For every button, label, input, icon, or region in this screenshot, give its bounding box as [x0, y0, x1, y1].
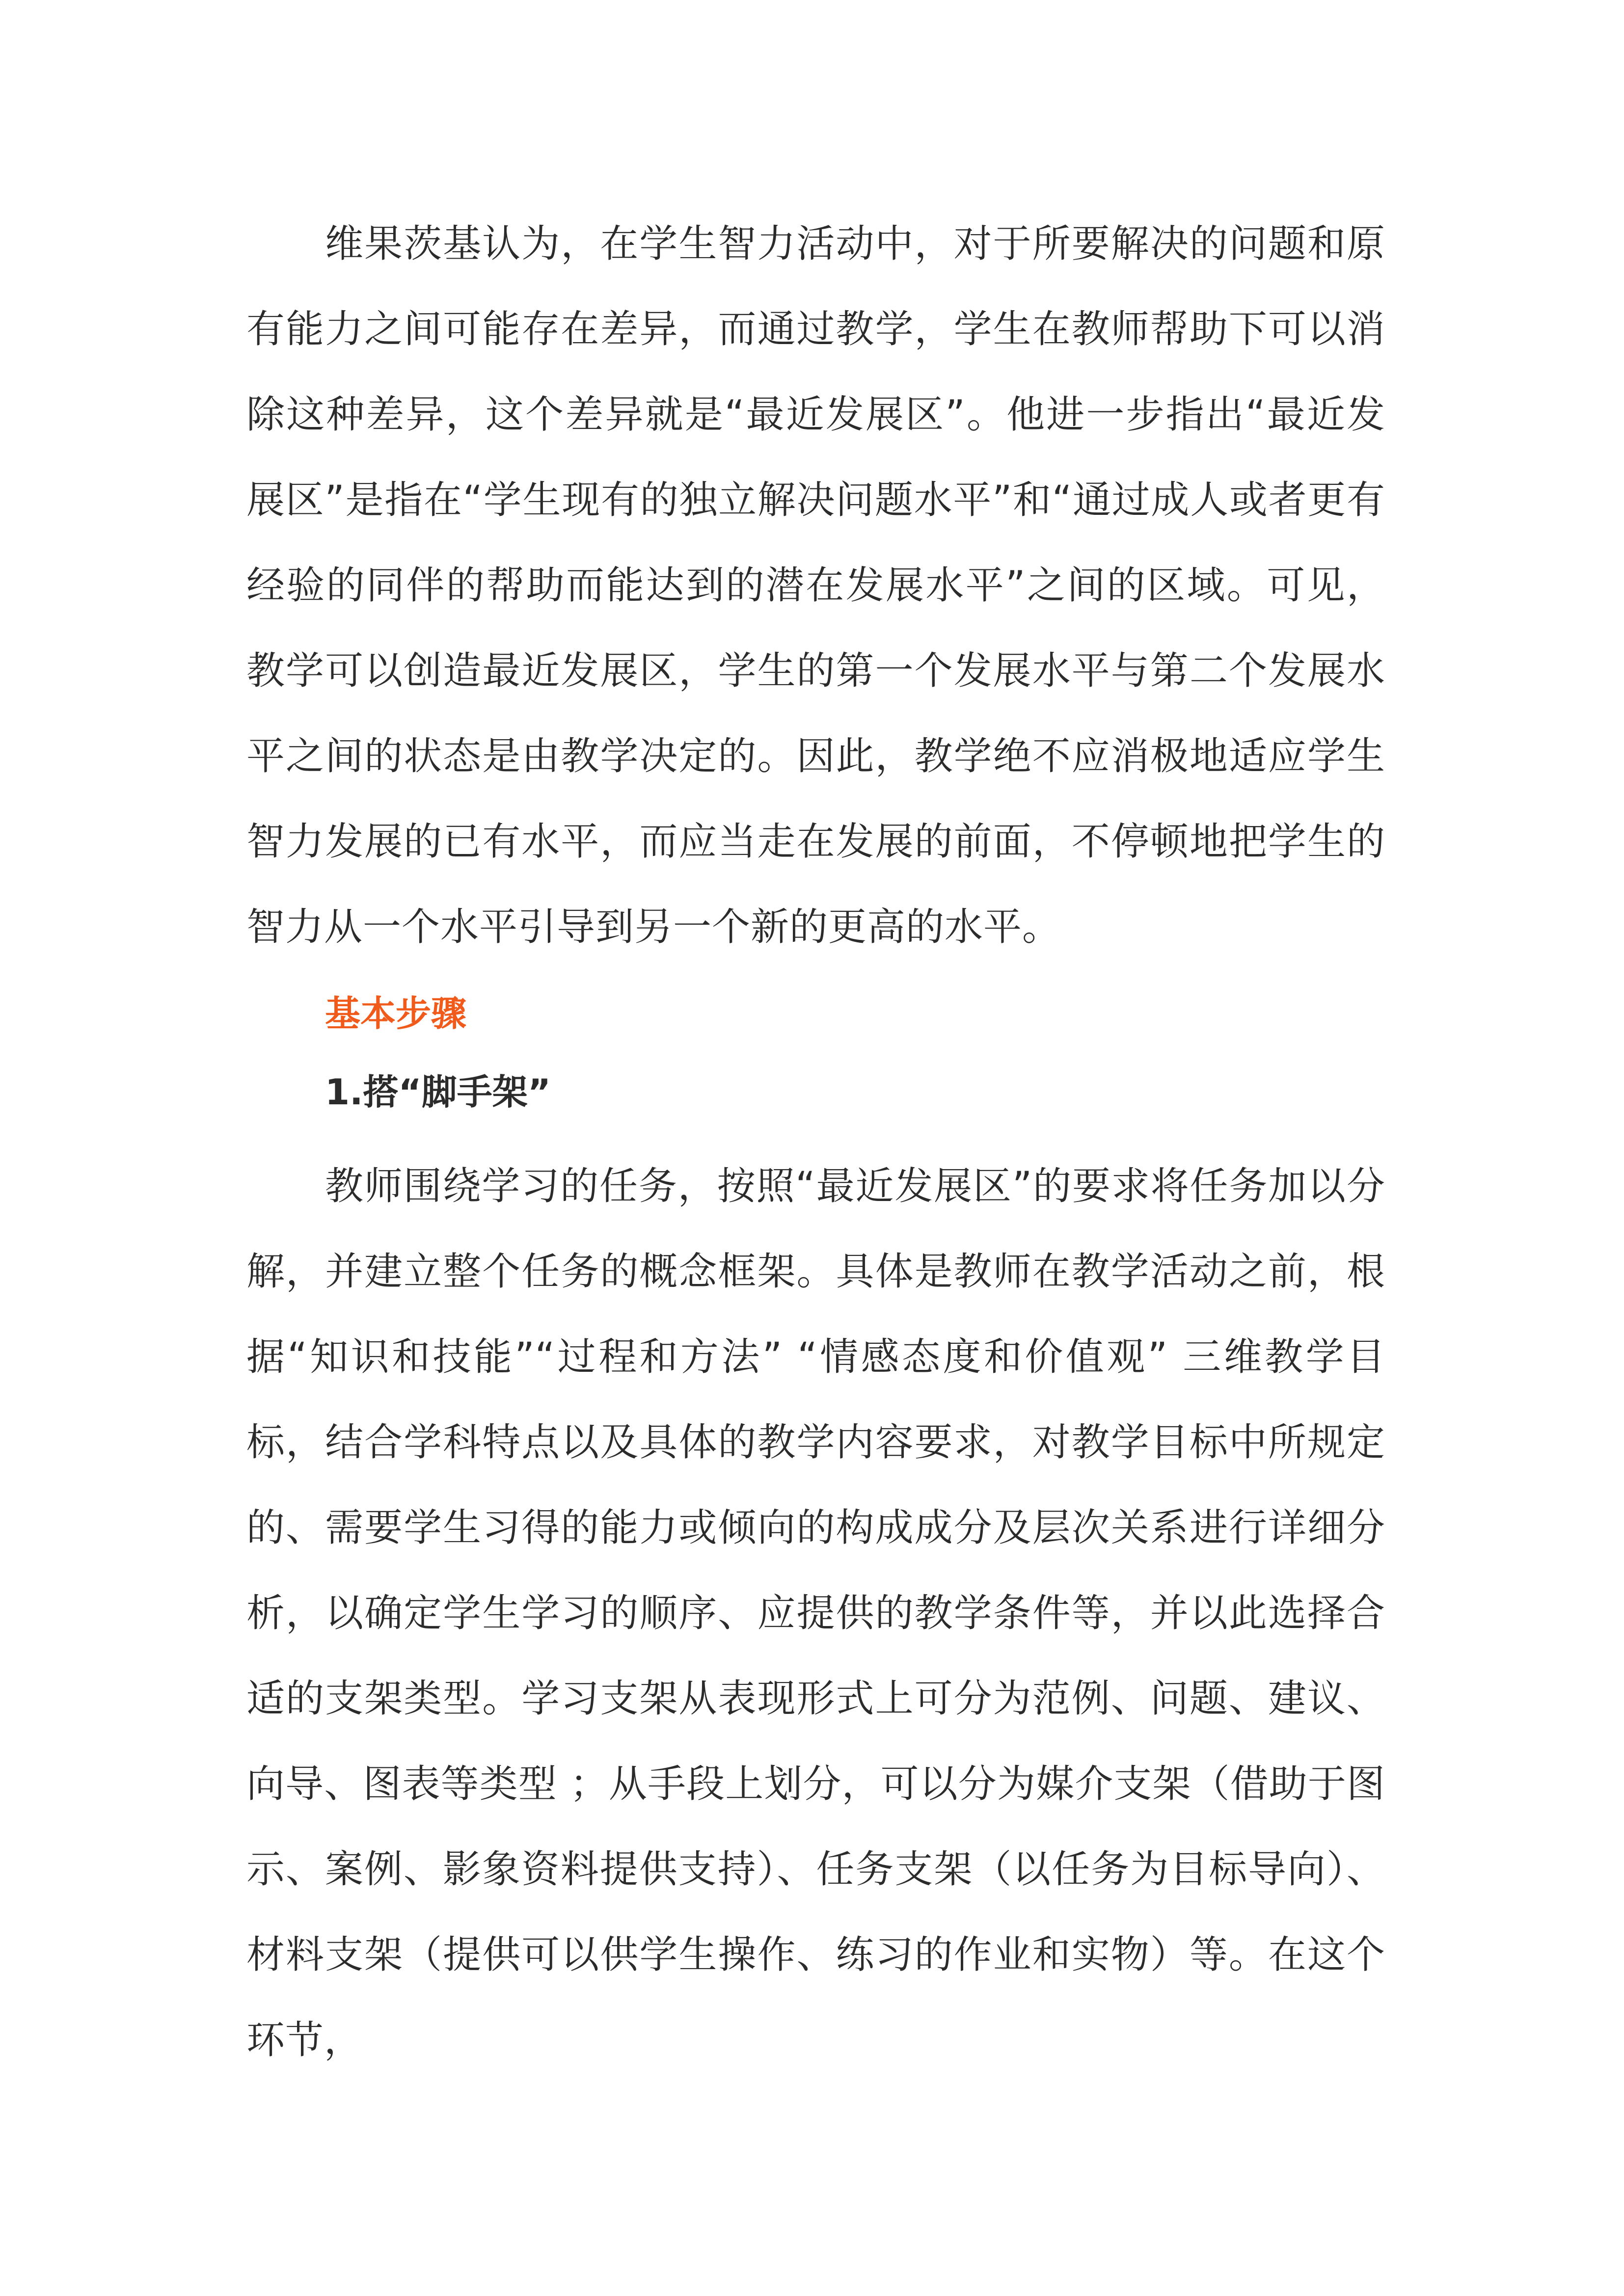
- paragraph-scaffolding: 教师围绕学习的任务，按照“最近发展区”的要求将任务加以分解，并建立整个任务的概念框架。具体是教师在教学活动之前，根据“知识和技能”“过程和方法” “情感态度和价值观” 三维教学目标，结合学科特点以及具体的教学内容要求，对教学目标中所规定的、需要学生习得的能力或倾向的构成成分及层次关系进行详细分析，以确定学生学习的顺序、应提供的教学条件等，并以此选择合适的支架类型。学习支架从表现形式上可分为范例、问题、建议、向导、图表等类型 ；从手段上划分，可以分为媒介支架（借助于图示、案例、影象资料提供支持）、任务支架（以任务为目标导向）、材料支架（提供可以供学生操作、练习的作业和实物）等。在这个环节，: [246, 1164, 1385, 2062]
- paragraph-zpd-definition: 维果茨基认为，在学生智力活动中，对于所要解决的问题和原有能力之间可能存在差异，而通过教学，学生在教师帮助下可以消除这种差异，这个差异就是“最近发展区”。他进一步指出“最近发展区”是指在“学生现有的独立解决问题水平”和“通过成人或者更有经验的同伴的帮助而能达到的潜在发展水平”之间的区域。可见，教学可以创造最近发展区，学生的第一个发展水平与第二个发展水平之间的状态是由教学决定的。因此，教学绝不应消极地适应学生智力发展的已有水平，而应当走在发展的前面，不停顿地把学生的智力从一个水平引导到另一个新的更高的水平。: [246, 222, 1385, 949]
- step-heading: 1.搭“脚手架”: [325, 1071, 551, 1113]
- body-text-block: [246, 201, 1385, 970]
- headings-block: [246, 974, 1385, 1131]
- body-text-block-2: [246, 1144, 1385, 2083]
- section-heading: 基本步骤: [325, 993, 467, 1034]
